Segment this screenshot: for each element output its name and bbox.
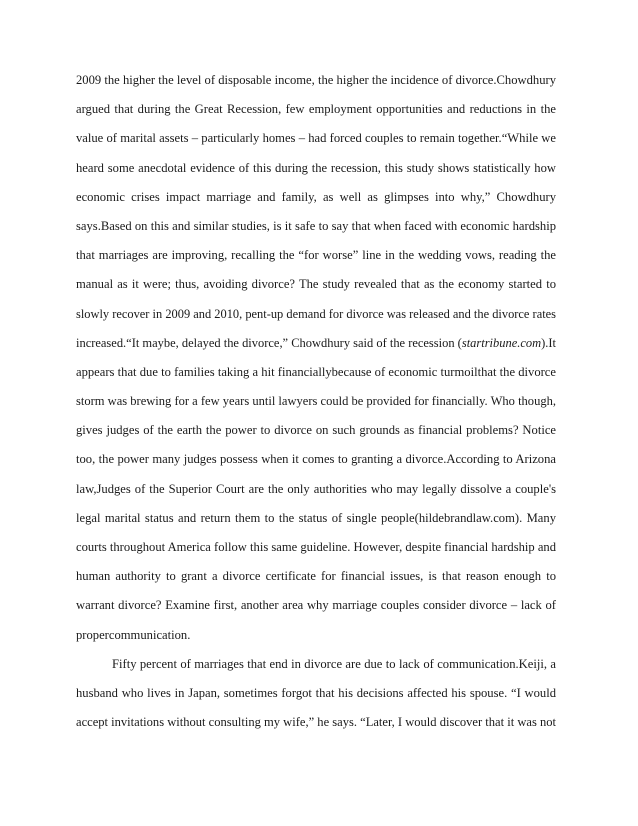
text-segment: that marriages are improving, recalling the “for worse” line in the wedding vows, reading the (76, 248, 556, 263)
text-segment: gives judges of the earth the power to divorce on such grounds as financial problems? Notice (76, 423, 556, 438)
text-line (76, 183, 556, 212)
text-line (76, 475, 556, 504)
text-line (76, 708, 554, 737)
text-segment: law,Judges of the Superior Court are the only authorities who may legally dissolve a couple's (76, 481, 556, 496)
text-line (76, 621, 556, 650)
text-segment: increased.“It maybe, delayed the divorce,” Chowdhury said of the recession ( (76, 335, 462, 350)
text-segment: economic crises impact marriage and family, as well as glimpses into why,” Chowdhury (76, 189, 556, 204)
text-segment: legal marital status and return them to the status of single people(hildebrandlaw.com). Many (76, 510, 556, 525)
text-segment: value of marital assets – particularly homes – had forced couples to remain together.“While we (76, 131, 556, 146)
text-line (76, 66, 556, 95)
text-segment: Fifty percent of marriages that end in divorce are due to lack of communication.Keiji, a (112, 656, 556, 671)
text-segment: too, the power many judges possess when it comes to granting a divorce.According to Arizona (76, 452, 556, 467)
text-line (76, 416, 556, 445)
text-segment: argued that during the Great Recession, few employment opportunities and reductions in the (76, 102, 556, 117)
text-segment: storm was brewing for a few years until lawyers could be provided for financially. Who though, (76, 394, 556, 409)
text-segment: says.Based on this and similar studies, is it safe to say that when faced with economic hardship (76, 218, 556, 233)
text-line (76, 154, 556, 183)
text-segment: human authority to grant a divorce certificate for financial issues, is that reason enough to (76, 569, 556, 584)
text-segment: slowly recover in 2009 and 2010, pent-up demand for divorce was released and the divorce rates (76, 306, 556, 321)
text-segment: husband who lives in Japan, sometimes forgot that his decisions affected his spouse. “I would (76, 685, 556, 700)
text-line (76, 270, 556, 299)
text-segment: heard some anecdotal evidence of this during the recession, this study shows statistically how (76, 160, 556, 175)
body-text (76, 66, 556, 737)
text-line (76, 241, 556, 270)
text-segment: ).It (541, 335, 556, 350)
text-line (76, 124, 556, 153)
text-line (76, 445, 556, 474)
text-line (76, 504, 556, 533)
text-segment: propercommunication. (76, 627, 191, 642)
text-line (76, 358, 556, 387)
text-segment: manual as it were; thus, avoiding divorce? The study revealed that as the economy started to (76, 277, 556, 292)
text-line (76, 300, 556, 329)
text-segment: courts throughout America follow this same guideline. However, despite financial hardship and (76, 540, 556, 554)
text-line (76, 562, 556, 591)
text-line (76, 533, 556, 562)
text-segment: warrant divorce? Examine first, another area why marriage couples consider divorce – lack of (76, 598, 556, 613)
text-line (76, 95, 556, 124)
text-line (76, 679, 556, 708)
italic-citation: startribune.com (461, 335, 542, 350)
text-line (76, 212, 556, 241)
text-segment: accept invitations without consulting my wife,” he says. “Later, I would discover that it was not (76, 715, 556, 730)
text-line (76, 591, 556, 620)
text-line (76, 387, 556, 416)
paragraph-first-line (76, 650, 556, 679)
text-line (76, 329, 556, 358)
text-segment: 2009 the higher the level of disposable income, the higher the incidence of divorce.Chowdhury (76, 73, 556, 87)
text-segment: appears that due to families taking a hit financiallybecause of economic turmoilthat the divorce (76, 364, 556, 379)
